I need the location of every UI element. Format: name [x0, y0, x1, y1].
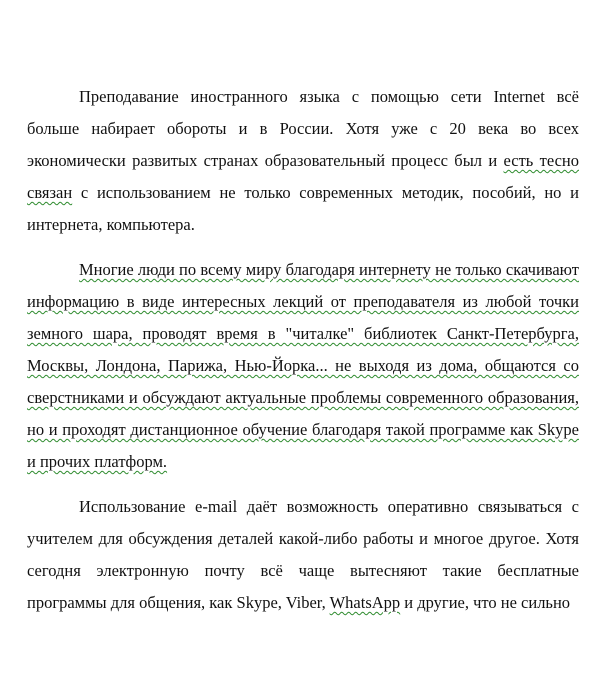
paragraph-2 — [27, 254, 579, 478]
paragraph-3-part-3: и другие, что не сильно — [400, 593, 571, 612]
paragraph-1-part-3: с использованием не только современных методик, пособий, но и интернета, компьютера. — [27, 183, 579, 234]
paragraph-3-part-1: Использование e-mail даёт возможность оперативно связываться с учителем для обсуждения деталей какой-либо работы и многое другое. Хотя сегодня электронную почту всё чаще вытесняют такие бесплатные программы для общения, как Skype, Viber, — [27, 497, 579, 612]
paragraph-3 — [27, 491, 579, 619]
grammar-flag-1: есть тесно связан — [27, 151, 579, 202]
document-body[interactable] — [27, 81, 579, 632]
paragraph-1 — [27, 81, 579, 241]
paragraph-1-part-1: Преподавание иностранного языка с помощью сети Internet всё больше набирает обороты и в России. Хотя уже с 20 века во всех экономически развитых странах образовательный процесс был и — [27, 87, 579, 170]
grammar-flag-2: Многие люди по всему миру благодаря интернету не только скачивают информацию в виде интересных лекций от преподавателя из любой точки земного шара, проводят время в "читалке" библиотек Санкт-Петербурга, Москвы, Лондона, Парижа, Нью-Йорка... не выходя из дома, общаются со сверстниками и обсуждают актуальные проблемы современного образования, но и проходят дистанционное обучение благодаря такой программе как Skype и прочих платформ. — [27, 260, 579, 471]
grammar-flag-3: WhatsApp — [329, 593, 401, 612]
